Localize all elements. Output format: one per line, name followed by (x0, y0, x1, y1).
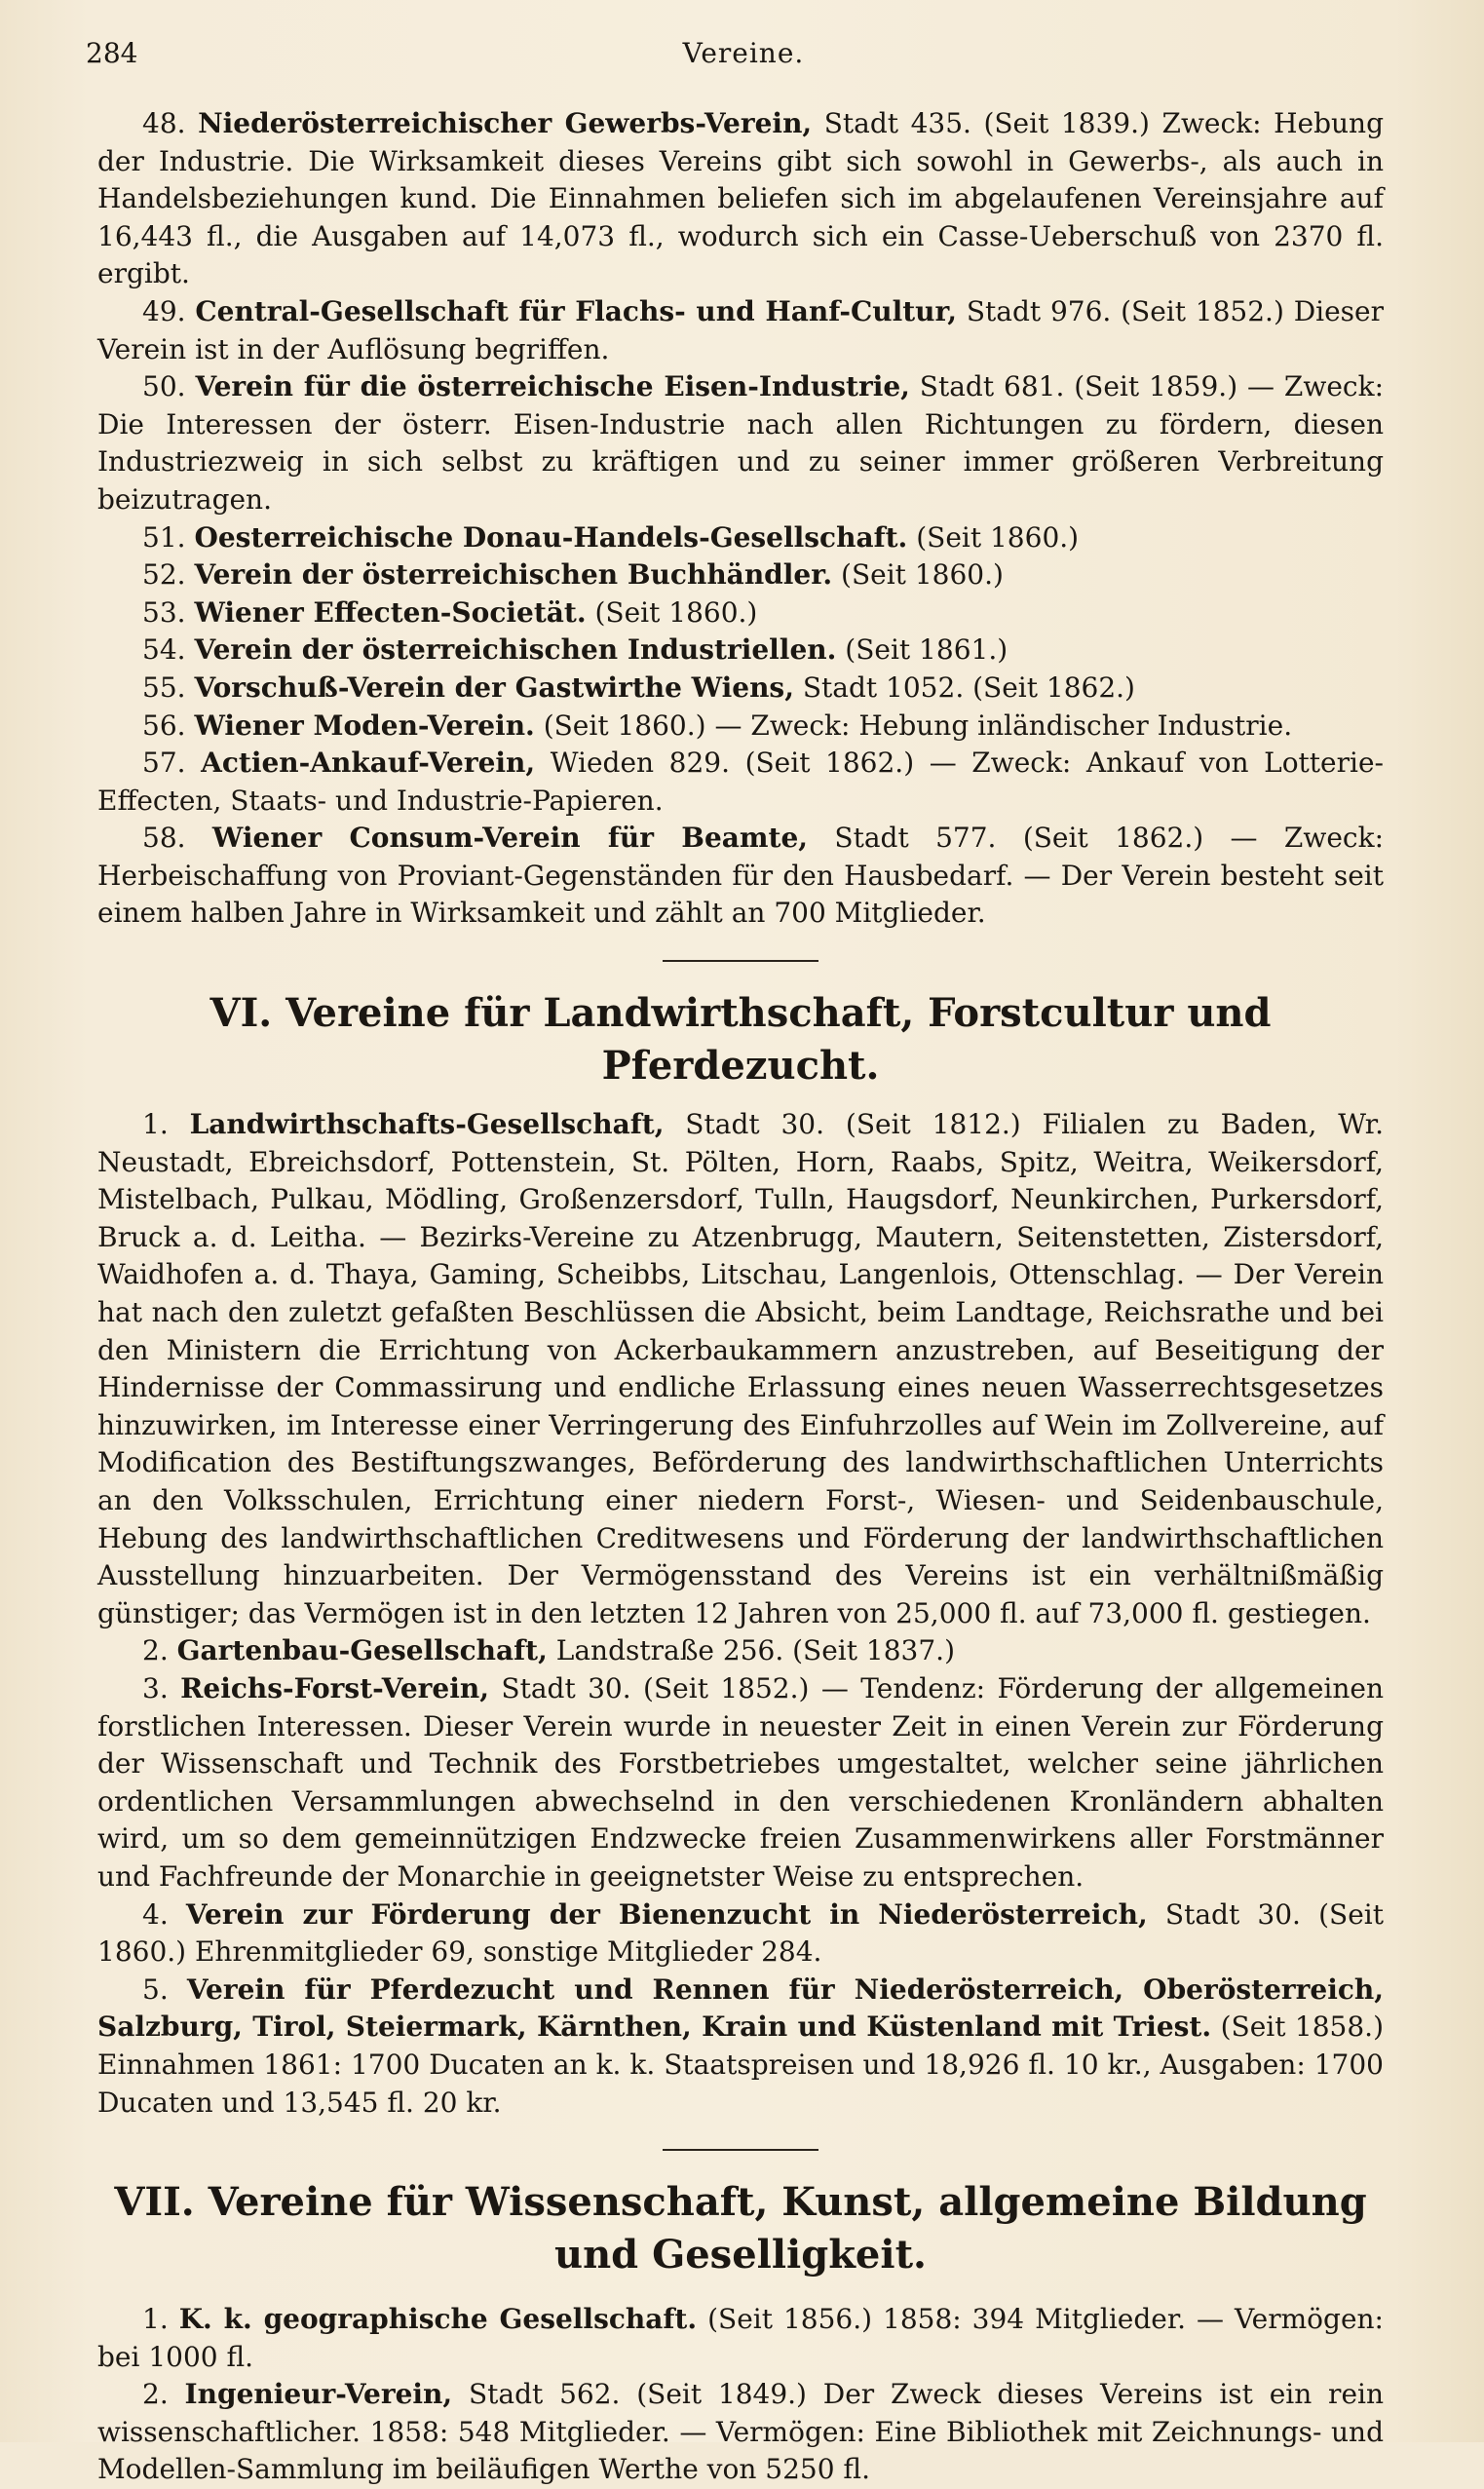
entry-57: 57. Actien-Ankauf-Verein, Wieden 829. (Seit 1862.) — Zweck: Ankauf von Lotterie-Effecten, Staats- und Industrie-Papieren. (97, 747, 1385, 817)
entry-name: Wiener Consum-Verein für Beamte, (211, 822, 809, 855)
entry-name: Verein zur Förderung der Bienenzucht in Niederösterreich, (185, 1897, 1148, 1931)
section-v-continued (97, 105, 1384, 933)
entry-name: Vorschuß-Verein der Gastwirthe Wiens, (194, 670, 794, 704)
page-number: 284 (86, 37, 138, 69)
entry-51: 51. Oesterreichische Donau-Handels-Gesellschaft. (Seit 1860.) (142, 520, 1080, 554)
entry-2: 2. Ingenieur-Verein, Stadt 562. (Seit 1849.) Der Zweck dieses Vereins ist ein rein wissenschaftlicher. 1858: 548 Mitglieder. — Vermögen: Eine Bibliothek mit Zeichnungs- und Modellen-Sammlung im beiläufigen Werthe von 5250 fl. (97, 2378, 1384, 2486)
entry-5: 5. Verein für Pferdezucht und Rennen für Niederösterreich, Oberösterreich, Salzburg, Tirol, Steiermark, Kärnthen, Krain und Küstenland mit Triest. (Seit 1858.) Einnahmen 1861: 1700 Ducaten an k. k. Staatspreisen und 18,926 fl. 10 kr., Ausgaben: 1700 Ducaten und 13,545 fl. 20 kr. (97, 1972, 1385, 2119)
entry-49: 49. Central-Gesellschaft für Flachs- und Hanf-Cultur, Stadt 976. (Seit 1852.) Dieser Verein ist in der Auflösung begriffen. (97, 294, 1384, 365)
entry-name: Reichs-Forst-Verein, (180, 1671, 489, 1704)
entry-3: 3. Reichs-Forst-Verein, Stadt 30. (Seit 1852.) — Tendenz: Förderung der allgemeinen forstlichen Interessen. Dieser Verein wurde in neuester Zeit in einen Verein zur Förderung der Wissenschaft und Technik des Forstbetriebes umgestaltet, welcher seine jährlichen ordentlichen Versammlungen abwechselnd in den verschiedenen Kronländern abhalten wird, um so dem gemeinnützigen Endzwecke freien Zusammenwirkens aller Forstmänner und Fachfreunde der Monarchie in geeignetster Weise zu entsprechen. (97, 1671, 1385, 1893)
entry-53: 53. Wiener Effecten-Societät. (Seit 1860.) (142, 595, 758, 629)
entry-50: 50. Verein für die österreichische Eisen-Industrie, Stadt 681. (Seit 1859.) — Zweck: Die Interessen der österr. Eisen-Industrie nach allen Richtungen zu fördern, diesen Industriezweig in sich selbst zu kräftigen und zu seiner immer größeren Verbreitung beizutragen. (97, 370, 1385, 516)
entry-name: Verein für Pferdezucht und Rennen für Niederösterreich, Oberösterreich, Salzburg, Tirol, Steiermark, Kärnthen, Krain und Küstenland mit Triest. (97, 1972, 1385, 2044)
entry-name: Gartenbau-Gesellschaft, (176, 1634, 548, 1667)
section-divider (663, 2149, 818, 2151)
running-title: Vereine. (682, 37, 805, 69)
entry-48: 48. Niederösterreichischer Gewerbs-Verein, Stadt 435. (Seit 1839.) Zweck: Hebung der Industrie. Die Wirksamkeit dieses Vereins gibt sich sowohl in Gewerbs-, als auch in Handelsbeziehungen kund. Die Einnahmen beliefen sich im abgelaufenen Vereinsjahre auf 16,443 fl., die Ausgaben auf 14,073 fl., wodurch sich ein Casse-Ueberschuß von 2370 fl. ergibt. (97, 107, 1384, 290)
section-heading: VII. Vereine für Wissenschaft, Kunst, allgemeine Bildung und Geselligkeit. (114, 2179, 1367, 2278)
entry-56: 56. Wiener Moden-Verein. (Seit 1860.) — Zweck: Hebung inländischer Industrie. (142, 708, 1293, 742)
section-vi (97, 987, 1384, 2122)
entry-name: Niederösterreichischer Gewerbs-Verein, (198, 107, 813, 139)
entry-2: 2. Gartenbau-Gesellschaft, Landstraße 256. (Seit 1837.) (142, 1634, 955, 1667)
entry-58: 58. Wiener Consum-Verein für Beamte, Stadt 577. (Seit 1862.) — Zweck: Herbeischaffung von Proviant-Gegenständen für den Hausbedarf. — Der Verein besteht seit einem halben Jahre in Wirksamkeit und zählt an 700 Mitglieder. (97, 822, 1385, 930)
entry-name: Actien-Ankauf-Verein, (201, 747, 536, 780)
entry-name: Central-Gesellschaft für Flachs- und Hanf-Cultur, (195, 294, 957, 327)
entry-4: 4. Verein zur Förderung der Bienenzucht in Niederösterreich, Stadt 30. (Seit 1860.) Ehrenmitglieder 69, sonstige Mitglieder 284. (97, 1897, 1385, 1969)
section-heading: VI. Vereine für Landwirthschaft, Forstcultur und Pferdezucht. (209, 990, 1272, 1090)
entry-1: 1. K. k. geographische Gesellschaft. (Seit 1856.) 1858: 394 Mitglieder. — Vermögen: bei 1000 fl. (97, 2303, 1384, 2373)
entry-name: Verein für die österreichische Eisen-Industrie, (195, 370, 910, 403)
entry-name: Oesterreichische Donau-Handels-Gesellschaft. (194, 520, 908, 554)
entry-name: Landwirthschafts-Gesellschaft, (189, 1108, 665, 1141)
entry-name: Wiener Effecten-Societät. (194, 595, 587, 629)
entry-55: 55. Vorschuß-Verein der Gastwirthe Wiens, Stadt 1052. (Seit 1862.) (142, 670, 1135, 704)
page-header (86, 37, 1401, 76)
entry-1: 1. Landwirthschafts-Gesellschaft, Stadt 30. (Seit 1812.) Filialen zu Baden, Wr. Neustadt, Ebreichsdorf, Pottenstein, St. Pölten, Horn, Raabs, Spitz, Weitra, Weikersdorf, Mistelbach, Pulkau, Mödling, Großenzersdorf, Tulln, Haugsdorf, Neunkirchen, Purkersdorf, Bruck a. d. Leitha. — Bezirks-Vereine zu Atzenbrugg, Mautern, Seitenstetten, Zistersdorf, Waidhofen a. d. Thaya, Gaming, Scheibbs, Litschau, Langenlois, Ottenschlag. — Der Verein hat nach den zuletzt gefaßten Beschlüssen die Absicht, beim Landtage, Reichsrathe und bei den Ministern die Errichtung von Ackerbaukammern anzustreben, auf Beseitigung der Hindernisse der Commassirung und endliche Erlassung eines neuen Wasserrechtsgesetzes hinzuwirken, im Interesse einer Verringerung des Einfuhrzolles auf Wein im Zollvereine, auf Modification des Bestiftungszwanges, Beförderung des landwirthschaftlichen Unterrichts an den Volksschulen, Errichtung einer niedern Forst-, Wiesen- und Seidenbauschule, Hebung des landwirthschaftlichen Creditwesens und Förderung der landwirthschaftlichen Ausstellung hinzuarbeiten. Der Vermögensstand des Vereins ist ein verhältnißmäßig günstiger; das Vermögen ist in den letzten 12 Jahren von 25,000 fl. auf 73,000 fl. gestiegen. (97, 1108, 1384, 1629)
entry-54: 54. Verein der österreichischen Industriellen. (Seit 1861.) (142, 633, 1008, 667)
entry-name: K. k. geographische Gesellschaft. (178, 2303, 698, 2336)
entry-name: Ingenieur-Verein, (184, 2378, 453, 2411)
section-divider (663, 960, 818, 962)
entry-name: Verein der österreichischen Buchhändler. (194, 558, 833, 592)
entry-52: 52. Verein der österreichischen Buchhändler. (Seit 1860.) (142, 558, 1004, 592)
entry-name: Verein der österreichischen Industriellen. (194, 633, 837, 667)
page-content (97, 105, 1384, 2489)
entry-name: Wiener Moden-Verein. (194, 708, 535, 742)
